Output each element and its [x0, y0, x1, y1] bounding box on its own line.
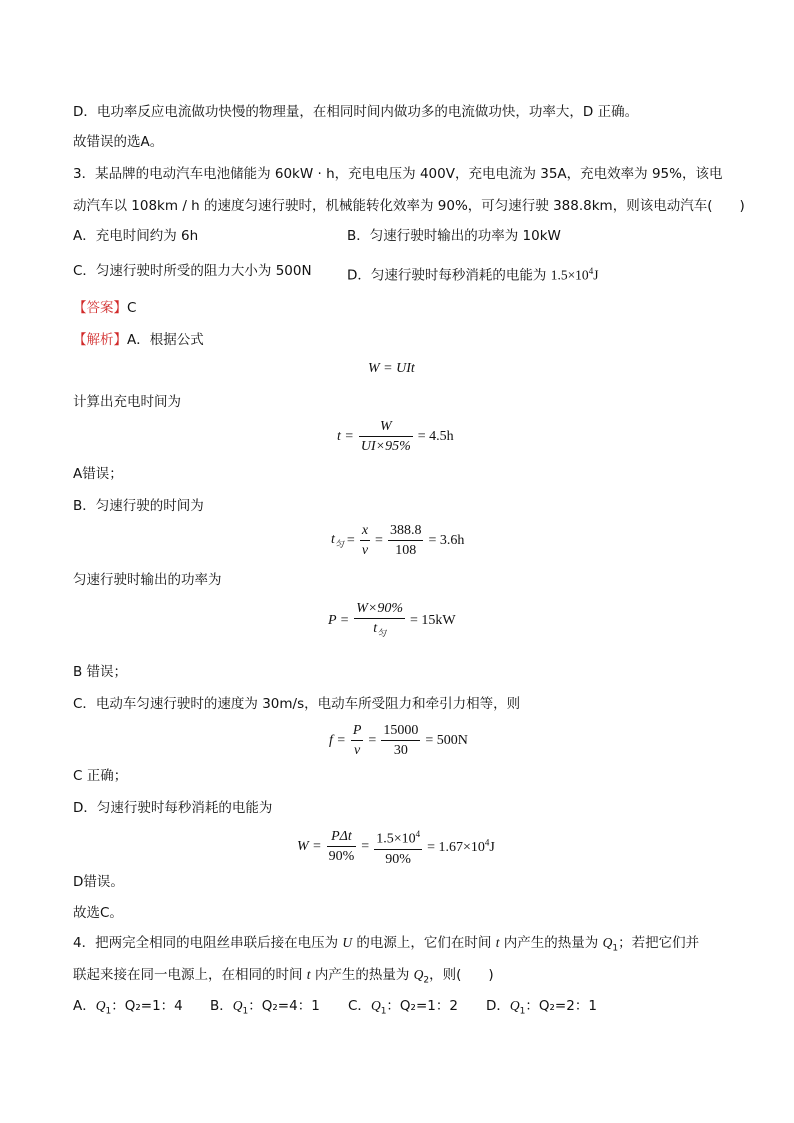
a-wrong: A错误；	[73, 466, 123, 482]
charge-time-label: 计算出充电时间为	[73, 394, 181, 410]
equation-energy-per-second: W = $\frac{\text{PΔt}}{90\%}$ = $\frac{1.5\times 10^4}{90\%}$ = $1.67\times 10^4J$	[294, 826, 498, 868]
equation-output-power: P = $\frac{W\times 90\%}{t_匀}$ = 15kW	[328, 601, 456, 638]
q3-stem-line2: 动汽车以 108km / h 的速度匀速行驶时，机械能转化效率为 90%，可匀速行驶 388.8km，则该电动汽车( )	[73, 198, 745, 214]
q3-analysis-a-intro: 【解析】A．根据公式	[73, 332, 204, 348]
b-intro: B．匀速行驶的时间为	[73, 498, 204, 514]
q4-stem-line1: 4．把两完全相同的电阻丝串联后接在电压为 U 的电源上，它们在时间 t 内产生的热量为 $Q_1$；若把它们并	[73, 935, 700, 954]
q4-option-d: D．$Q_1$：Q₂=2：1	[486, 998, 597, 1017]
analysis-tag: 【解析】	[73, 332, 127, 348]
equation-travel-time: $t_匀$ = $\frac{x}{v}$ = $\frac{388.8}{108}$ = 3.6h	[331, 523, 465, 558]
answer-tag: 【答案】	[73, 300, 127, 316]
b-wrong: B 错误；	[73, 664, 128, 680]
equation-charge-time: t = $\frac{W}{UI\times 95\%}$ = 4.5h	[337, 419, 454, 454]
q3-option-b: B．匀速行驶时输出的功率为 10kW	[347, 228, 561, 244]
q3-final: 故选C。	[73, 905, 123, 921]
q3-stem-line1: 3．某品牌的电动汽车电池储能为 60kW · h，充电电压为 400V，充电电流为 35A，充电效率为 95%，该电	[73, 166, 723, 182]
q4-option-a: A．$Q_1$：Q₂=1：4	[73, 998, 183, 1017]
q3-option-d: D．匀速行驶时每秒消耗的电能为 $1.5\times 10^4J$	[347, 266, 599, 284]
d-wrong: D错误。	[73, 874, 124, 890]
answer-value: C	[127, 300, 137, 316]
output-power-label: 匀速行驶时输出的功率为	[73, 572, 222, 588]
q2-conclusion: 故错误的选A。	[73, 134, 164, 150]
q4-option-b: B．$Q_1$：Q₂=4：1	[210, 998, 320, 1017]
q3-option-a: A．充电时间约为 6h	[73, 228, 199, 244]
q3-answer	[73, 298, 136, 318]
equation-w-uit: W = UIt	[368, 361, 415, 376]
q3-option-c: C．匀速行驶时所受的阻力大小为 500N	[73, 263, 312, 279]
equation-resistance: f = $\frac{P}{v}$ = $\frac{15000}{30}$ = 500N	[329, 723, 468, 758]
d-intro: D．匀速行驶时每秒消耗的电能为	[73, 800, 273, 816]
q4-option-c: C．$Q_1$：Q₂=1：2	[348, 998, 458, 1017]
c-intro: C．电动车匀速行驶时的速度为 30m/s，电动车所受阻力和牵引力相等，则	[73, 696, 521, 712]
q4-stem-line2: 联起来接在同一电源上，在相同的时间 t 内产生的热量为 $Q_2$，则( )	[73, 967, 494, 986]
q2-option-d-explanation: D．电功率反应电流做功快慢的物理量，在相同时间内做功多的电流做功快，功率大，D 正确。	[73, 104, 639, 120]
c-correct: C 正确；	[73, 768, 128, 784]
